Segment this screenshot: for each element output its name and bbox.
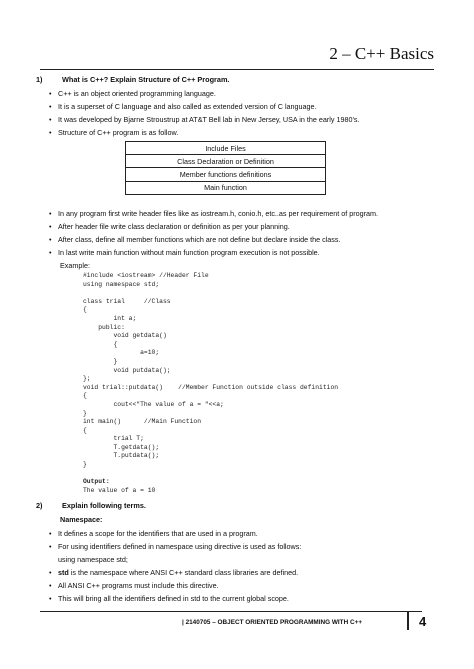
code-body: #include <iostream> //Header File using namespace std; class trial //Class { int a; public: void getdata() { a=10; } void putdata(); }; void trial::putdata() //Member Function outside class definition { cout<<"The value of a = "<<a; } int main() //Main Function { trial T; T.getdata(); T.putdata(); } bbox=[83, 272, 339, 469]
footer-course-title: | 2140705 – OBJECT ORIENTED PROGRAMMING WITH C++ bbox=[182, 619, 363, 626]
program-structure-table bbox=[125, 141, 326, 195]
list-item: • After header file write class declaration or definition as per your planning. bbox=[49, 222, 290, 231]
structure-row: Include Files bbox=[126, 142, 326, 155]
list-item: • After class, define all member functions which are not define but declare inside the class. bbox=[49, 235, 341, 244]
question-number: 1) bbox=[36, 75, 43, 84]
list-item: • All ANSI C++ programs must include this directive. bbox=[49, 581, 219, 590]
std-term: std bbox=[58, 568, 69, 577]
list-item: • It defines a scope for the identifiers that are used in a program. bbox=[49, 529, 258, 538]
question-1-heading bbox=[36, 75, 229, 84]
list-item: • It is a superset of C language and also called as extended version of C language. bbox=[49, 102, 317, 111]
bullet-icon: • bbox=[49, 235, 52, 244]
question-number: 2) bbox=[36, 501, 43, 510]
list-item: • Structure of C++ program is as follow. bbox=[49, 128, 179, 137]
bullet-icon: • bbox=[49, 115, 52, 124]
bullet-icon: • bbox=[49, 581, 52, 590]
footer-divider bbox=[407, 611, 409, 630]
bullet-icon: • bbox=[49, 594, 52, 603]
using-namespace-line: using namespace std; bbox=[58, 555, 128, 564]
footer-rule bbox=[40, 611, 422, 612]
bullet-icon: • bbox=[49, 542, 52, 551]
structure-row: Class Declaration or Definition bbox=[126, 155, 326, 168]
question-text: What is C++? Explain Structure of C++ Program. bbox=[62, 75, 230, 84]
bullet-icon: • bbox=[49, 102, 52, 111]
list-item: • In last write main function without main function program execution is not possible. bbox=[49, 248, 320, 257]
list-item: • In any program first write header files like as iostream.h, conio.h, etc..as per requirement of program. bbox=[49, 209, 378, 218]
bullet-icon: • bbox=[49, 529, 52, 538]
example-label: Example: bbox=[60, 261, 90, 270]
structure-row: Member functions definitions bbox=[126, 168, 326, 181]
list-item: • C++ is an object oriented programming language. bbox=[49, 89, 216, 98]
question-2-heading bbox=[36, 501, 146, 510]
page-title: 2 – C++ Basics bbox=[329, 44, 434, 63]
output-label: Output: bbox=[83, 478, 110, 486]
list-item: • This will bring all the identifiers defined in std to the current global scope. bbox=[49, 594, 289, 603]
bullet-icon: • bbox=[49, 209, 52, 218]
code-example bbox=[83, 272, 338, 495]
bullet-icon: • bbox=[49, 568, 52, 577]
list-item: • std is the namespace where ANSI C++ standard class libraries are defined. bbox=[49, 568, 299, 577]
list-item: • It was developed by Bjarne Stroustrup at AT&T Bell lab in New Jersey, USA in the early 1980’s. bbox=[49, 115, 360, 124]
bullet-icon: • bbox=[49, 248, 52, 257]
bullet-icon: • bbox=[49, 128, 52, 137]
namespace-subheading: Namespace: bbox=[60, 515, 103, 524]
structure-row: Main function bbox=[126, 181, 326, 194]
title-rule bbox=[40, 69, 434, 70]
list-item: • For using identifiers defined in namespace using directive is used as follows: bbox=[49, 542, 302, 551]
page-number: 4 bbox=[419, 614, 427, 629]
question-text: Explain following terms. bbox=[62, 501, 146, 510]
bullet-icon: • bbox=[49, 89, 52, 98]
output-value: The value of a = 10 bbox=[83, 486, 156, 494]
bullet-icon: • bbox=[49, 222, 52, 231]
